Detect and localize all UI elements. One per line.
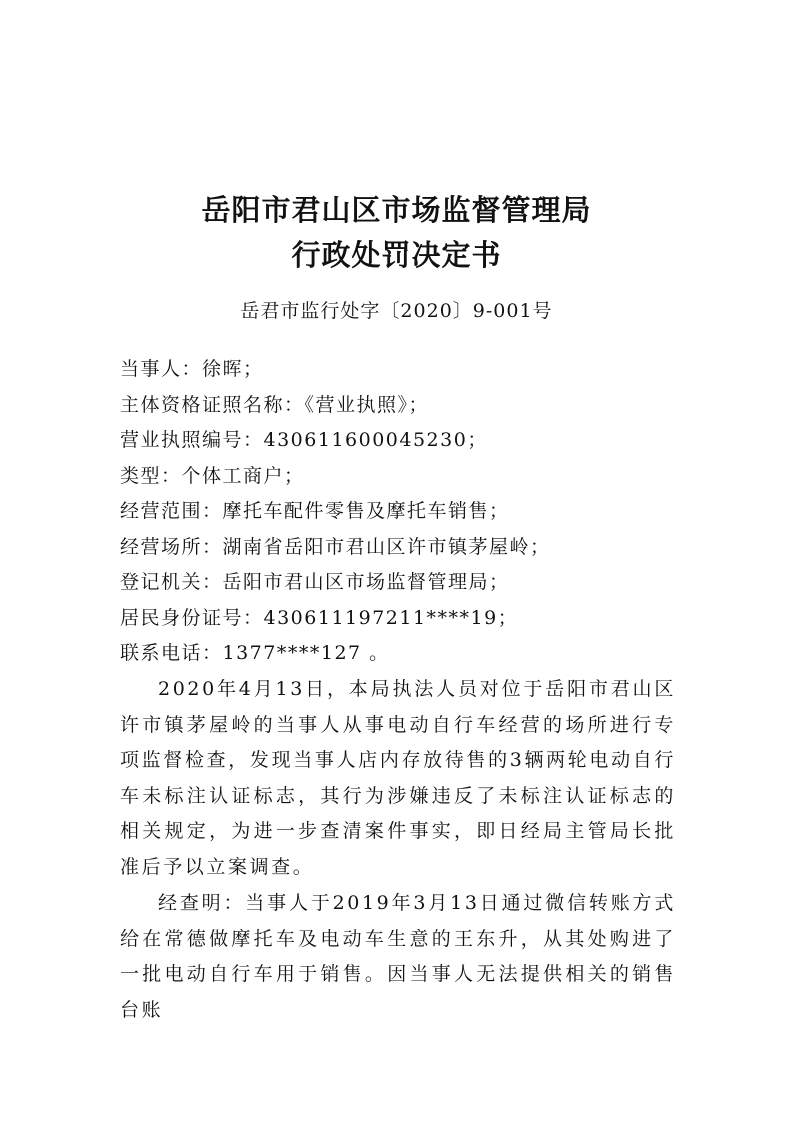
document-number: 岳君市监行处字〔2020〕9-001号 [240, 300, 553, 322]
paragraph-case-filing: 2020年4月13日，本局执法人员对位于岳阳市君山区许市镇茅屋岭的当事人从事电动自行车经营的场所进行专项监督检查，发现当事人店内存放待售的3辆两轮电动自行车未标注认证标志，其行为涉嫌违反了未标注认证标志的相关规定，为进一步查清案件事实，即日经局主管局长批准后予以立案调查。 [120, 678, 676, 878]
field-phone: 联系电话：1377****127 。 [120, 642, 390, 664]
field-type: 类型：个体工商户； [120, 465, 305, 487]
field-business-address: 经营场所：湖南省岳阳市君山区许市镇茅屋岭； [120, 536, 551, 558]
document-title-agency: 岳阳市君山区市场监督管理局 [201, 193, 592, 227]
paragraph-investigation: 经查明：当事人于2019年3月13日通过微信转账方式给在常德做摩托车及电动车生意的王东升，从其处购进了一批电动自行车用于销售。因当事人无法提供相关的销售台账 [120, 892, 676, 1021]
field-registration-authority: 登记机关：岳阳市君山区市场监督管理局； [120, 571, 510, 593]
field-license-name: 主体资格证照名称：《营业执照》； [120, 394, 430, 416]
field-id-number: 居民身份证号：430611197211****19； [120, 607, 519, 629]
document-title-type: 行政处罚决定书 [291, 238, 502, 272]
field-license-number: 营业执照编号：430611600045230； [120, 429, 488, 451]
field-business-scope: 经营范围：摩托车配件零售及摩托车销售； [120, 500, 510, 522]
field-party: 当事人：徐晖； [120, 358, 264, 380]
